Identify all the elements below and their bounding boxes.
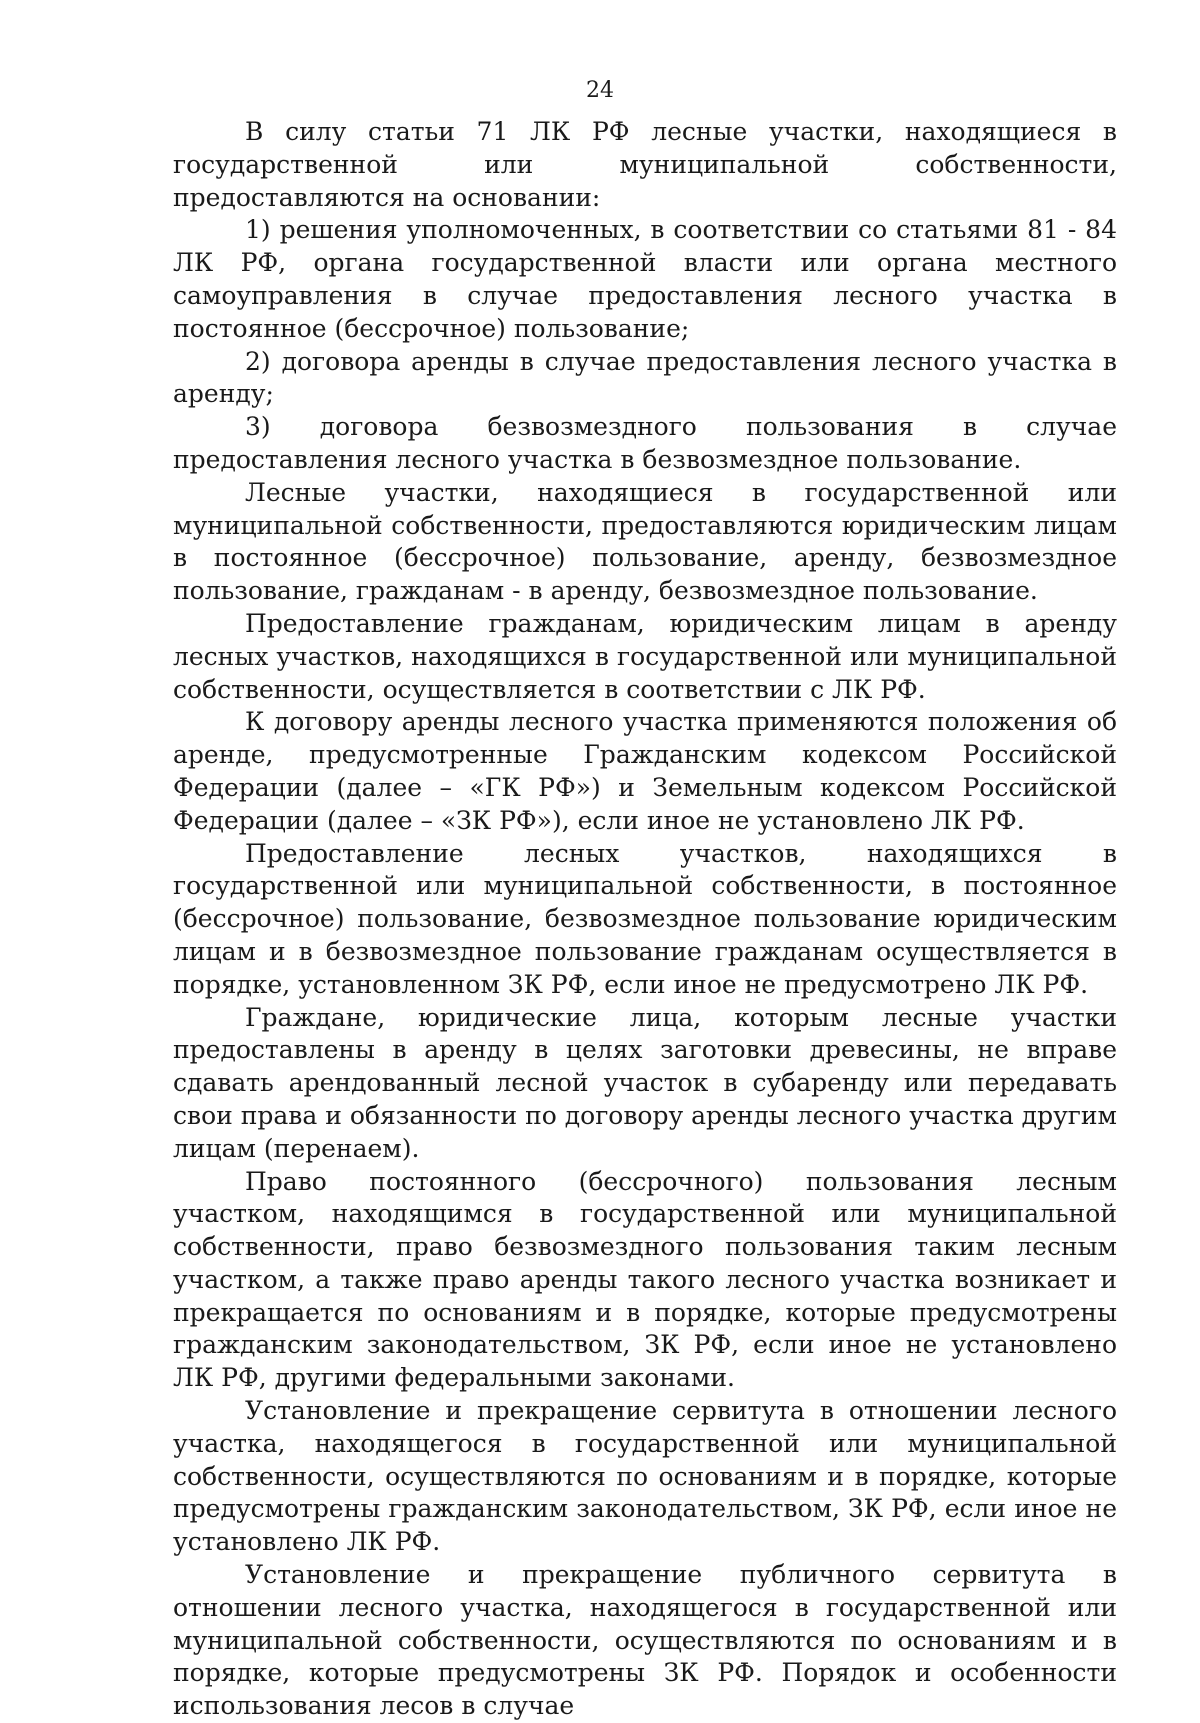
- paragraph-rights: Право постоянного (бессрочного) пользования лесным участком, находящимся в государственной или муниципальной собственности, право безвозмездного пользования таким лесным участком, а также право аренды такого лесного участка возникает и прекращается по основаниям и в порядке, которые предусмотрены гражданским законодательством, ЗК РФ, если иное не установлено ЛК РФ, другими федеральными законами.: [173, 1166, 1117, 1393]
- paragraph-public-servitude: Установление и прекращение публичного сервитута в отношении лесного участка, находящегося в государственной или муниципальной собственности, осуществляются по основаниям и в порядке, которые предусмотрены ЗК РФ. Порядок и особенности использования лесов в случае: [173, 1560, 1117, 1721]
- paragraph-servitude: Установление и прекращение сервитута в отношении лесного участка, находящегося в государственной или муниципальной собственности, осуществляются по основаниям и в порядке, которые предусмотрены гражданским законодательством, ЗК РФ, если иное не установлено ЛК РФ.: [173, 1396, 1117, 1557]
- document-body: [173, 116, 1117, 1723]
- paragraph-lease-provision: Предоставление гражданам, юридическим лицам в аренду лесных участков, находящихся в государственной или муниципальной собственности, осуществляется в соответствии с ЛК РФ.: [173, 608, 1117, 704]
- list-item-3: 3) договора безвозмездного пользования в случае предоставления лесного участка в безвозмездное пользование.: [173, 412, 1117, 474]
- paragraph-lease-contract: К договору аренды лесного участка применяются положения об аренде, предусмотренные Гражданским кодексом Российской Федерации (далее – «ГК РФ») и Земельным кодексом Российской Федерации (далее – «ЗК РФ»), если иное не установлено ЛК РФ.: [173, 707, 1117, 835]
- paragraph-sublease: Граждане, юридические лица, которым лесные участки предоставлены в аренду в целях заготовки древесины, не вправе сдавать арендованный лесной участок в субаренду или передавать свои права и обязанности по договору аренды лесного участка другим лицам (перенаем).: [173, 1002, 1117, 1163]
- list-item-1: 1) решения уполномоченных, в соответствии со статьями 81 - 84 ЛК РФ, органа государственной власти или органа местного самоуправления в случае предоставления лесного участка в постоянное (бессрочное) пользование;: [173, 215, 1117, 343]
- paragraph-recipients: Лесные участки, находящиеся в государственной или муниципальной собственности, предоставляются юридическим лицам в постоянное (бессрочное) пользование, аренду, безвозмездное пользование, гражданам - в аренду, безвозмездное пользование.: [173, 477, 1117, 606]
- page-number: 24: [586, 78, 614, 103]
- paragraph-article-71: В силу статьи 71 ЛК РФ лесные участки, находящиеся в государственной или муниципальной собственности, предоставляются на основании:: [173, 117, 1117, 212]
- paragraph-permanent-use: Предоставление лесных участков, находящихся в государственной или муниципальной собственности, в постоянное (бессрочное) пользование, безвозмездное пользование юридическим лицам и в безвозмездное пользование гражданам осуществляется в порядке, установленном ЗК РФ, если иное не предусмотрено ЛК РФ.: [173, 838, 1117, 999]
- list-item-2: 2) договора аренды в случае предоставления лесного участка в аренду;: [173, 346, 1117, 409]
